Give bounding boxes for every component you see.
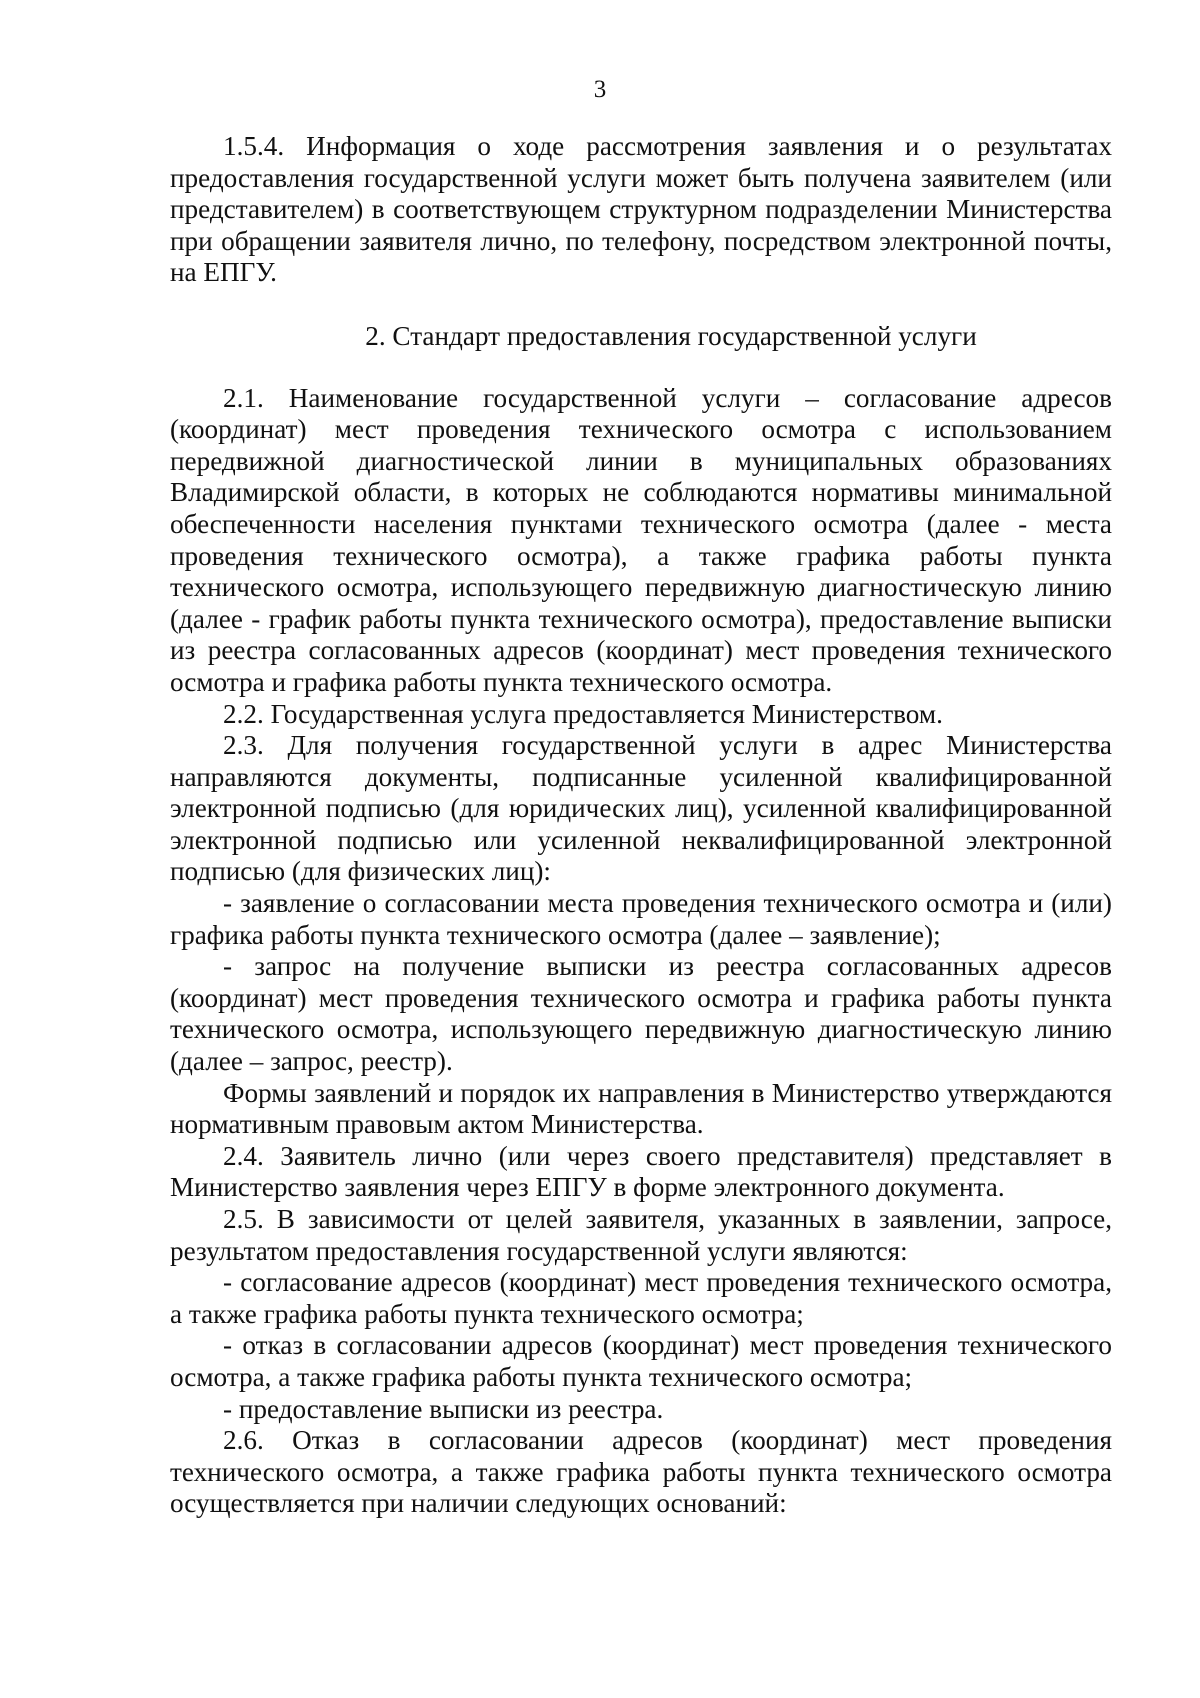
list-item-application: - заявление о согласовании места проведения технического осмотра и (или) графика работы пункта технического осмотра (далее – заявление); <box>170 888 1112 950</box>
list-item-extract: - предоставление выписки из реестра. <box>223 1393 664 1424</box>
paragraph-2-6: 2.6. Отказ в согласовании адресов (координат) мест проведения технического осмотра, а также графика работы пункта технического осмотра осуществляется при наличии следующих оснований: <box>170 1425 1112 1519</box>
paragraph-2-5: 2.5. В зависимости от целей заявителя, указанных в заявлении, запросе, результатом предоставления государственной услуги являются: <box>170 1204 1112 1266</box>
paragraph-2-3: 2.3. Для получения государственной услуги в адрес Министерства направляются документы, подписанные усиленной квалифицированной электронной подписью (для юридических лиц), усиленной квалифицированной электронной подписью или усиленной неквалифицированной электронной подписью (для физических лиц): <box>170 730 1112 887</box>
paragraph-2-1: 2.1. Наименование государственной услуги – согласование адресов (координат) мест проведения технического осмотра с использованием передвижной диагностической линии в муниципальных образованиях Владимирской области, в которых не соблюдаются нормативы минимальной обеспеченности населения пунктами технического осмотра (далее - места проведения технического осмотра), а также графика работы пункта технического осмотра, использующего передвижную диагностическую линию (далее - график работы пункта технического осмотра), предоставление выписки из реестра согласованных адресов (координат) мест проведения технического осмотра и графика работы пункта технического осмотра. <box>170 382 1112 697</box>
page-number: 3 <box>593 76 607 103</box>
paragraph-2-4: 2.4. Заявитель лично (или через своего представителя) представляет в Министерство заявления через ЕПГУ в форме электронного документа. <box>170 1140 1112 1203</box>
list-item-request: - запрос на получение выписки из реестра согласованных адресов (координат) мест проведения технического осмотра и графика работы пункта технического осмотра, использующего передвижную диагностическую линию (далее – запрос, реестр). <box>170 951 1112 1077</box>
list-item-refusal: - отказ в согласовании адресов (координат) мест проведения технического осмотра, а также графика работы пункта технического осмотра; <box>170 1330 1112 1392</box>
paragraph-2-2: 2.2. Государственная услуга предоставляется Министерством. <box>223 698 943 729</box>
list-item-approval: - согласование адресов (координат) мест проведения технического осмотра, а также графика работы пункта технического осмотра; <box>170 1267 1112 1329</box>
document-body <box>170 131 1112 1520</box>
paragraph-1-5-4: 1.5.4. Информация о ходе рассмотрения заявления и о результатах предоставления государственной услуги может быть получена заявителем (или представителем) в соответствующем структурном подразделении Министерства при обращении заявителя лично, по телефону, посредством электронной почты, на ЕПГУ. <box>170 131 1112 288</box>
section-heading: 2. Стандарт предоставления государственной услуги <box>365 320 977 351</box>
paragraph-forms: Формы заявлений и порядок их направления в Министерство утверждаются нормативным правовым актом Министерства. <box>170 1077 1112 1140</box>
